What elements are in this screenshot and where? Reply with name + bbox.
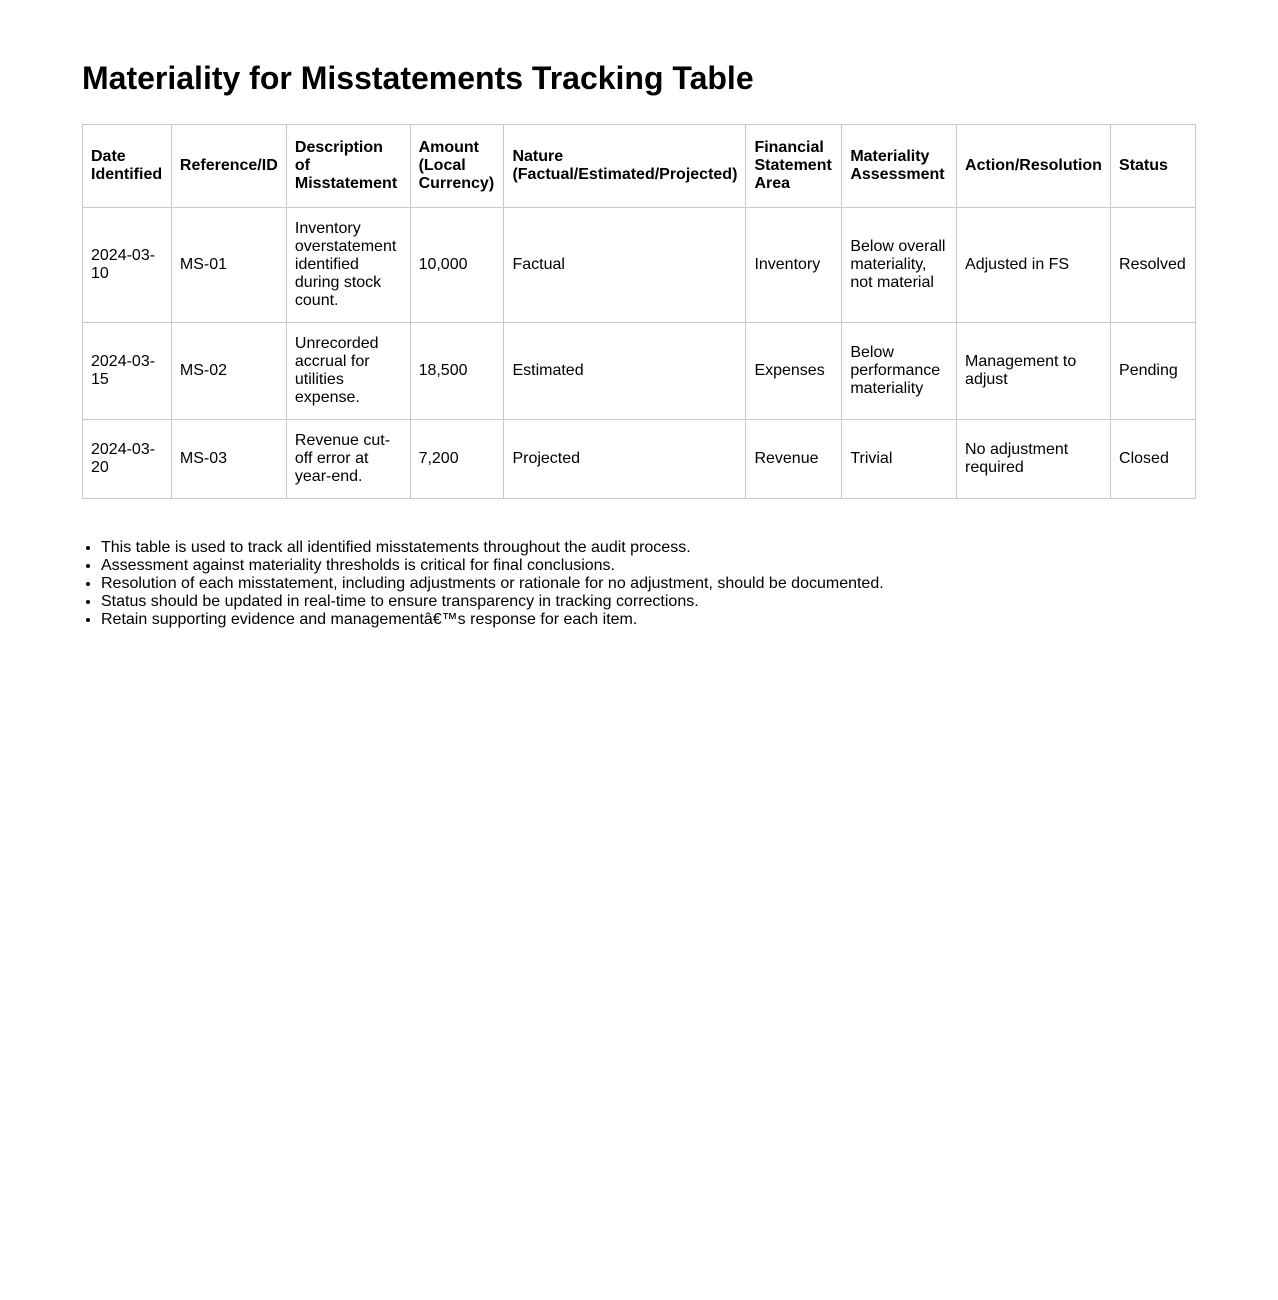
header-amount: Amount (Local Currency) xyxy=(410,125,504,208)
cell-date: 2024-03-15 xyxy=(83,323,172,420)
cell-materiality: Below performance materiality xyxy=(842,323,957,420)
header-description: Description of Misstatement xyxy=(286,125,410,208)
note-item: • Resolution of each misstatement, including adjustments or rationale for no adjustment, should be documented. xyxy=(101,575,1196,593)
cell-action: Management to adjust xyxy=(957,323,1111,420)
cell-reference: MS-03 xyxy=(171,420,286,499)
page-title: Materiality for Misstatements Tracking Table xyxy=(82,60,754,96)
cell-status: Pending xyxy=(1111,323,1196,420)
notes-list xyxy=(82,539,1196,629)
cell-amount: 18,500 xyxy=(410,323,504,420)
note-item: • Status should be updated in real-time to ensure transparency in tracking corrections. xyxy=(101,593,1196,611)
cell-amount: 7,200 xyxy=(410,420,504,499)
table-row xyxy=(83,323,1196,420)
cell-status: Closed xyxy=(1111,420,1196,499)
header-action-resolution: Action/Resolution xyxy=(957,125,1111,208)
misstatements-table xyxy=(82,124,1196,499)
cell-fs-area: Inventory xyxy=(746,208,842,323)
cell-nature: Estimated xyxy=(504,323,746,420)
cell-date: 2024-03-20 xyxy=(83,420,172,499)
header-reference-id: Reference/ID xyxy=(171,125,286,208)
cell-date: 2024-03-10 xyxy=(83,208,172,323)
cell-materiality: Below overall materiality, not material xyxy=(842,208,957,323)
note-item: • Assessment against materiality thresholds is critical for final conclusions. xyxy=(101,557,1196,575)
table-header-row xyxy=(83,125,1196,208)
table-row xyxy=(83,208,1196,323)
document-page xyxy=(0,0,1278,629)
header-nature: Nature (Factual/Estimated/Projected) xyxy=(504,125,746,208)
cell-description: Unrecorded accrual for utilities expense. xyxy=(286,323,410,420)
note-item: • This table is used to track all identified misstatements throughout the audit process. xyxy=(101,539,1196,557)
cell-description: Inventory overstatement identified during stock count. xyxy=(286,208,410,323)
cell-fs-area: Revenue xyxy=(746,420,842,499)
header-status: Status xyxy=(1111,125,1196,208)
header-materiality-assessment: Materiality Assessment xyxy=(842,125,957,208)
cell-nature: Projected xyxy=(504,420,746,499)
cell-description: Revenue cut-off error at year-end. xyxy=(286,420,410,499)
table-row xyxy=(83,420,1196,499)
header-date-identified: Date Identified xyxy=(83,125,172,208)
note-item: • Retain supporting evidence and managementâ€™s response for each item. xyxy=(101,611,1196,629)
cell-reference: MS-01 xyxy=(171,208,286,323)
cell-status: Resolved xyxy=(1111,208,1196,323)
cell-action: Adjusted in FS xyxy=(957,208,1111,323)
cell-materiality: Trivial xyxy=(842,420,957,499)
cell-reference: MS-02 xyxy=(171,323,286,420)
cell-fs-area: Expenses xyxy=(746,323,842,420)
cell-amount: 10,000 xyxy=(410,208,504,323)
cell-nature: Factual xyxy=(504,208,746,323)
cell-action: No adjustment required xyxy=(957,420,1111,499)
header-fs-area: Financial Statement Area xyxy=(746,125,842,208)
